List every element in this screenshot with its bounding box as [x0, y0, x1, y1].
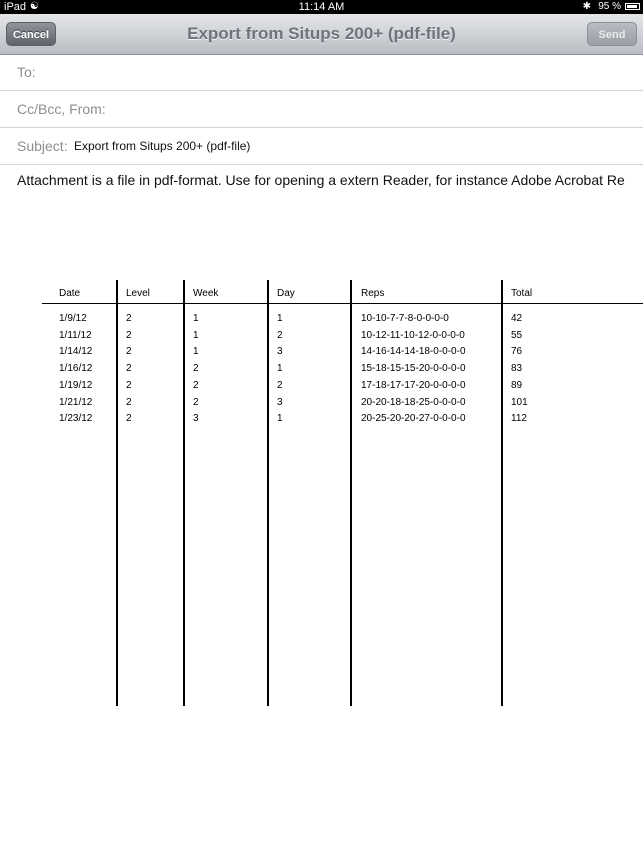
column-divider	[116, 280, 118, 706]
cell-total: 76	[511, 346, 523, 358]
cell-day: 1	[277, 413, 283, 425]
cell-total: 42	[511, 313, 523, 324]
column-divider	[501, 280, 503, 706]
cell-level: 2	[126, 379, 132, 391]
cell-day: 1	[277, 313, 283, 324]
header-week: Week	[193, 288, 219, 299]
cell-total: 55	[511, 329, 523, 341]
cell-total: 112	[511, 413, 527, 425]
cell-week: 1	[193, 313, 199, 324]
cell-week: 2	[193, 363, 199, 375]
to-field[interactable]	[0, 54, 643, 91]
cell-level: 2	[126, 413, 132, 425]
status-time: 11:14 AM	[298, 1, 345, 13]
cc-bcc-from-label: Cc/Bcc, From:	[17, 101, 106, 117]
cell-day: 2	[277, 329, 283, 341]
cell-level: 2	[126, 329, 132, 341]
column-divider	[350, 280, 352, 706]
cell-total: 101	[511, 396, 528, 408]
to-label: To:	[17, 64, 36, 80]
cell-reps: 20-25-20-20-27-0-0-0-0	[361, 413, 466, 425]
wifi-icon: ☯	[30, 1, 39, 12]
header-date: Date	[59, 288, 81, 299]
cell-reps: 17-18-17-17-20-0-0-0-0	[361, 379, 466, 391]
cell-week: 3	[193, 413, 199, 425]
column-divider	[267, 280, 269, 706]
cell-level: 2	[126, 313, 132, 324]
battery-percent: 95 %	[598, 1, 621, 12]
cell-week: 1	[193, 329, 199, 341]
compose-nav-bar	[0, 14, 643, 55]
cc-bcc-from-field[interactable]	[0, 91, 643, 128]
cell-reps: 15-18-15-15-20-0-0-0-0	[361, 363, 466, 375]
cell-day: 3	[277, 396, 283, 408]
battery-icon	[625, 3, 640, 10]
cell-level: 2	[126, 396, 132, 408]
send-button[interactable]: Send	[587, 22, 637, 46]
cell-total: 89	[511, 379, 523, 391]
header-reps: Reps	[361, 288, 385, 299]
header-total: Total	[511, 288, 533, 299]
cell-date: 1/14/12	[59, 346, 93, 358]
column-divider	[183, 280, 185, 706]
cell-reps: 10-12-11-10-12-0-0-0-0	[361, 329, 465, 341]
cell-date: 1/23/12	[59, 413, 93, 425]
header-level: Level	[126, 288, 150, 299]
cell-reps: 14-16-14-14-18-0-0-0-0	[361, 346, 466, 358]
cell-level: 2	[126, 363, 132, 375]
cell-day: 2	[277, 379, 283, 391]
subject-label: Subject:	[17, 138, 68, 154]
bluetooth-icon: ✱	[582, 1, 591, 12]
cell-day: 3	[277, 346, 283, 358]
carrier-label: iPad	[4, 1, 27, 13]
message-body[interactable]: Attachment is a file in pdf-format. Use for opening a extern Reader, for instance Adobe Acrobat Re	[17, 172, 625, 188]
header-day: Day	[277, 288, 295, 299]
cell-total: 83	[511, 363, 523, 375]
cell-day: 1	[277, 363, 283, 375]
cancel-button[interactable]: Cancel	[6, 22, 56, 46]
cell-reps: 20-20-18-18-25-0-0-0-0	[361, 396, 466, 408]
page-title: Export from Situps 200+ (pdf-file)	[187, 24, 456, 43]
table-header-divider	[42, 303, 643, 304]
subject-field[interactable]	[0, 128, 643, 165]
cell-reps: 10-10-7-7-8-0-0-0-0	[361, 313, 449, 324]
cell-week: 2	[193, 396, 199, 408]
status-bar	[0, 0, 643, 14]
cell-week: 2	[193, 379, 199, 391]
cell-date: 1/19/12	[59, 379, 93, 391]
cell-level: 2	[126, 346, 132, 358]
cell-date: 1/11/12	[59, 329, 92, 341]
subject-value[interactable]: Export from Situps 200+ (pdf-file)	[74, 139, 251, 153]
cell-date: 1/21/12	[59, 396, 93, 408]
cell-date: 1/16/12	[59, 363, 93, 375]
cell-date: 1/9/12	[59, 313, 87, 324]
cell-week: 1	[193, 346, 199, 358]
